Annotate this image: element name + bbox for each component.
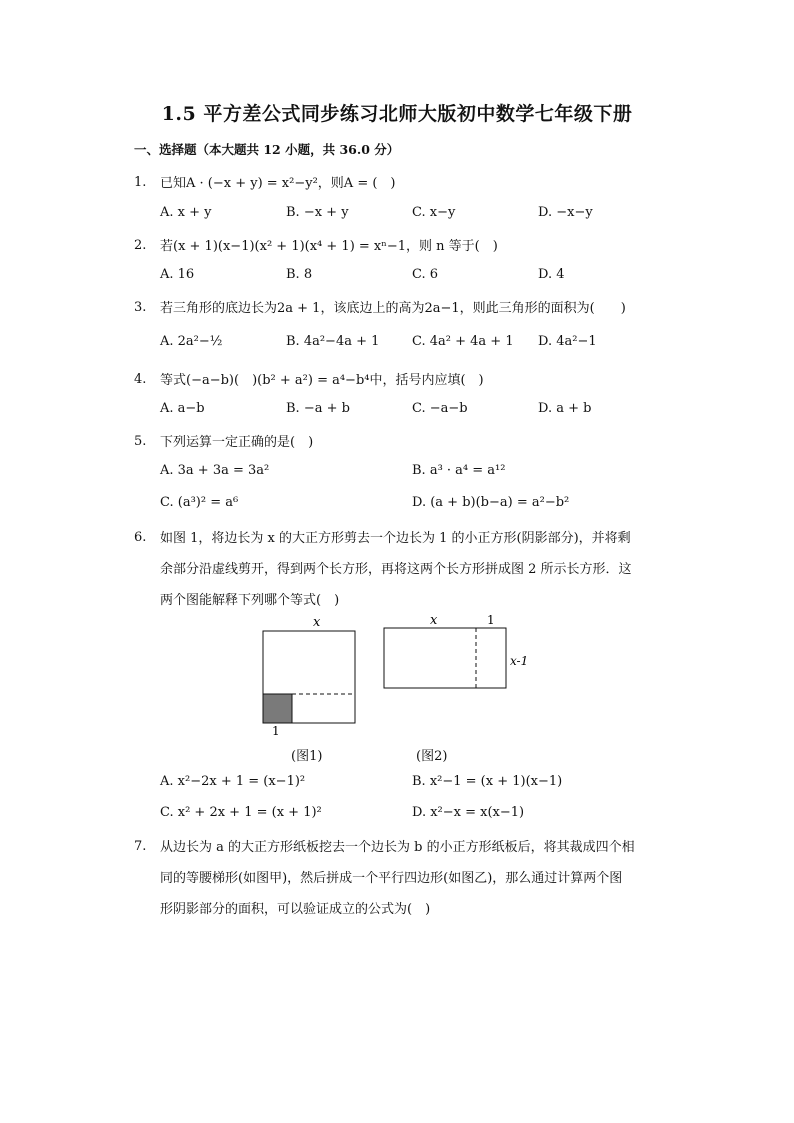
section-heading: 一、选择题（本大题共 12 小题，共 36.0 分） bbox=[134, 142, 400, 157]
figure-1-caption: (图1) bbox=[291, 749, 323, 764]
question-number: 1. bbox=[134, 175, 147, 190]
question-number: 4. bbox=[134, 372, 147, 387]
option-b: B. −x + y bbox=[286, 205, 349, 220]
question-stem: 若三角形的底边长为2a + 1，该底边上的高为2a−1，则此三角形的面积为( ) bbox=[160, 301, 626, 316]
option-a: A. 3a + 3a = 3a² bbox=[160, 463, 270, 478]
option-b: B. 4a²−4a + 1 bbox=[286, 334, 380, 349]
option-d: D. 4 bbox=[538, 267, 565, 282]
shaded-small-square bbox=[263, 694, 292, 723]
question-stem-line: 从边长为 a 的大正方形纸板挖去一个边长为 b 的小正方形纸板后，将其裁成四个相 bbox=[160, 840, 635, 855]
option-c: C. x² + 2x + 1 = (x + 1)² bbox=[160, 805, 322, 820]
option-c: C. 4a² + 4a + 1 bbox=[412, 334, 514, 349]
question-stem: 等式(−a−b)( )(b² + a²) = a⁴−b⁴中，括号内应填( ) bbox=[160, 373, 484, 388]
question-stem: 若(x + 1)(x−1)(x² + 1)(x⁴ + 1) = xⁿ−1，则 n 等于( ) bbox=[160, 239, 498, 254]
question-stem-line: 两个图能解释下列哪个等式( ) bbox=[160, 593, 340, 608]
figure-1 bbox=[263, 615, 355, 738]
option-a: A. x + y bbox=[160, 205, 212, 220]
question-number: 2. bbox=[134, 238, 147, 253]
option-c: C. x−y bbox=[412, 205, 456, 220]
fig1-label-top: x bbox=[313, 615, 321, 630]
option-d: D. (a + b)(b−a) = a²−b² bbox=[412, 495, 570, 510]
fig2-label-right: x-1 bbox=[510, 654, 529, 668]
question-stem: 下列运算一定正确的是( ) bbox=[160, 435, 314, 450]
option-a: A. 2a²−½ bbox=[160, 334, 223, 349]
question-number: 3. bbox=[134, 300, 147, 315]
question-number: 5. bbox=[134, 434, 147, 449]
option-d: D. a + b bbox=[538, 401, 592, 416]
option-a: A. a−b bbox=[160, 401, 205, 416]
option-c: C. (a³)² = a⁶ bbox=[160, 495, 239, 510]
option-a: A. 16 bbox=[160, 267, 195, 282]
option-b: B. a³ · a⁴ = a¹² bbox=[412, 463, 506, 478]
fig2-label-top-left: x bbox=[430, 613, 438, 628]
long-rectangle bbox=[384, 628, 506, 688]
question-number: 7. bbox=[134, 839, 147, 854]
fig2-label-top-right: 1 bbox=[487, 613, 495, 627]
question-stem-line: 形阴影部分的面积，可以验证成立的公式为( ) bbox=[160, 902, 431, 917]
question-stem-line: 如图 1，将边长为 x 的大正方形剪去一个边长为 1 的小正方形(阴影部分)，并将剩 bbox=[160, 531, 631, 546]
page-title: 1.5 平方差公式同步练习北师大版初中数学七年级下册 bbox=[161, 103, 633, 125]
question-6-figures bbox=[250, 610, 550, 760]
option-d: D. −x−y bbox=[538, 205, 593, 220]
question-number: 6. bbox=[134, 530, 147, 545]
option-d: D. x²−x = x(x−1) bbox=[412, 805, 525, 820]
question-stem: 已知A · (−x + y) = x²−y²，则A = ( ) bbox=[160, 176, 396, 191]
option-b: B. x²−1 = (x + 1)(x−1) bbox=[412, 774, 563, 789]
option-b: B. 8 bbox=[286, 267, 313, 282]
question-stem-line: 同的等腰梯形(如图甲)，然后拼成一个平行四边形(如图乙)，那么通过计算两个图 bbox=[160, 871, 623, 886]
option-c: C. 6 bbox=[412, 267, 439, 282]
figure-2-caption: (图2) bbox=[416, 749, 448, 764]
option-b: B. −a + b bbox=[286, 401, 350, 416]
question-stem-line: 余部分沿虚线剪开，得到两个长方形，再将这两个长方形拼成图 2 所示长方形．这 bbox=[160, 562, 632, 577]
option-c: C. −a−b bbox=[412, 401, 468, 416]
option-a: A. x²−2x + 1 = (x−1)² bbox=[160, 774, 306, 789]
option-d: D. 4a²−1 bbox=[538, 334, 597, 349]
fig1-label-bottom: 1 bbox=[272, 724, 280, 738]
figure-2 bbox=[384, 613, 528, 688]
